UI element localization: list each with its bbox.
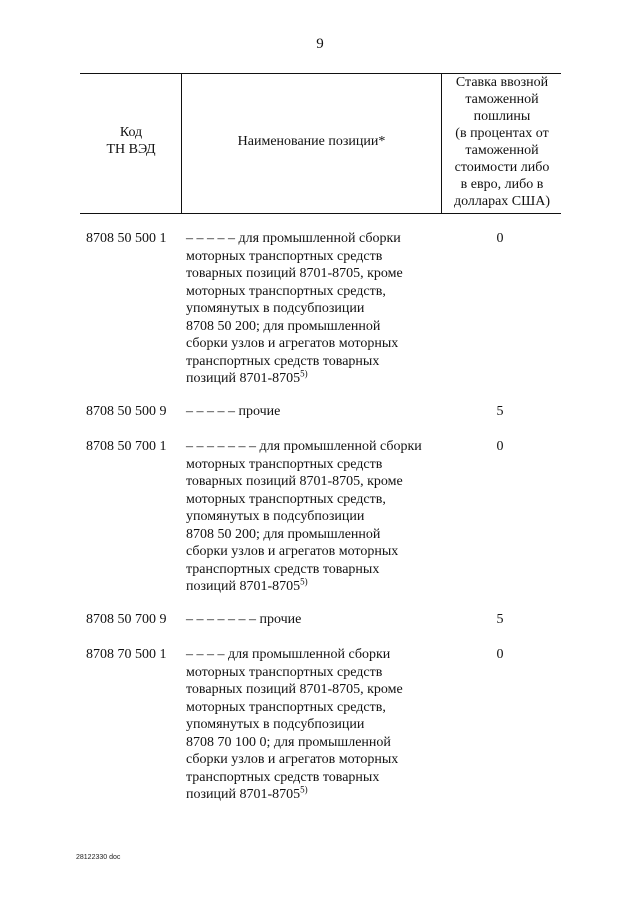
position-name-line: сборки узлов и агрегатов моторных (186, 336, 399, 351)
position-name-line: 8708 50 200; для промышленной (186, 526, 381, 542)
position-name-line (186, 786, 442, 804)
position-name-line: 8708 50 200; для промышленной (186, 318, 381, 334)
position-name (186, 438, 442, 596)
tnved-code: 8708 50 700 1 (86, 439, 167, 454)
position-name-line: сборки узлов и агрегатов моторных (186, 752, 399, 767)
column-divider-code-name (181, 73, 182, 214)
column-header-name: Наименование позиции* (237, 134, 386, 149)
position-name-line: моторных транспортных средств, (186, 699, 386, 715)
page-number: 9 (316, 36, 324, 52)
position-name-line: моторных транспортных средств, (186, 491, 386, 507)
position-name-line: упомянутых в подсубпозиции (186, 509, 365, 524)
duty-rate: 5 (496, 612, 504, 627)
footnote-marker: 5) (300, 784, 308, 795)
position-name-line: транспортных средств товарных (186, 561, 380, 577)
document-footer-filename: 28122330 doc (76, 854, 121, 861)
position-name-line (186, 578, 442, 596)
duty-rate: 0 (496, 231, 504, 246)
duty-rate: 0 (496, 439, 504, 454)
position-name-line: товарных позиций 8701-8705, кроме (186, 682, 403, 697)
column-header-rate-line: пошлины (473, 109, 531, 124)
position-name-line: транспортных средств товарных (186, 769, 380, 785)
column-header-rate-line: таможенной (465, 143, 539, 158)
column-header-rate (443, 74, 561, 210)
duty-rate: 5 (496, 404, 504, 419)
column-header-code-line: ТН ВЭД (106, 142, 156, 157)
position-name-line: – – – – – – – прочие (186, 612, 302, 627)
position-name-last-text: позиций 8701-8705 (186, 579, 301, 594)
position-name-last-text: позиций 8701-8705 (186, 787, 301, 802)
position-name-last-text: позиций 8701-8705 (186, 371, 301, 386)
footnote-marker: 5) (300, 576, 308, 587)
position-name-line: транспортных средств товарных (186, 353, 380, 369)
column-header-code (82, 124, 180, 158)
column-header-rate-line: Ставка ввозной (455, 75, 549, 90)
position-name-line: – – – – – прочие (186, 404, 281, 419)
position-name-line: моторных транспортных средств (186, 248, 383, 264)
position-name-line: – – – – – для промышленной сборки (186, 231, 401, 246)
tnved-code: 8708 70 500 1 (86, 647, 167, 662)
table-header-bottom-rule (80, 213, 561, 214)
column-header-rate-line: таможенной (465, 92, 539, 107)
position-name-line: моторных транспортных средств (186, 456, 383, 472)
footnote-marker: 5) (300, 368, 308, 379)
position-name-line: товарных позиций 8701-8705, кроме (186, 474, 403, 489)
position-name-line: сборки узлов и агрегатов моторных (186, 544, 399, 559)
position-name-line: – – – – – – – для промышленной сборки (186, 439, 422, 454)
position-name-line (186, 370, 442, 388)
position-name-line: моторных транспортных средств (186, 664, 383, 680)
position-name-line: упомянутых в подсубпозиции (186, 717, 365, 732)
position-name-line: 8708 70 100 0; для промышленной (186, 734, 391, 750)
tnved-code: 8708 50 500 1 (86, 231, 167, 246)
position-name-line: моторных транспортных средств, (186, 283, 386, 299)
tnved-code: 8708 50 500 9 (86, 404, 167, 419)
column-header-rate-line: стоимости либо (454, 160, 550, 175)
position-name-line: – – – – для промышленной сборки (186, 647, 391, 662)
column-header-code-line: Код (119, 125, 143, 140)
column-header-rate-line: (в процентах от (455, 126, 549, 141)
position-name (186, 230, 442, 388)
position-name (186, 646, 442, 804)
duty-rate: 0 (496, 647, 504, 662)
column-divider-name-rate (441, 73, 442, 214)
position-name (186, 611, 442, 629)
tnved-code: 8708 50 700 9 (86, 612, 167, 627)
position-name-line: упомянутых в подсубпозиции (186, 301, 365, 316)
position-name (186, 403, 442, 421)
column-header-rate-line: долларах США) (453, 194, 551, 209)
column-header-rate-line: в евро, либо в (460, 177, 544, 192)
position-name-line: товарных позиций 8701-8705, кроме (186, 266, 403, 281)
